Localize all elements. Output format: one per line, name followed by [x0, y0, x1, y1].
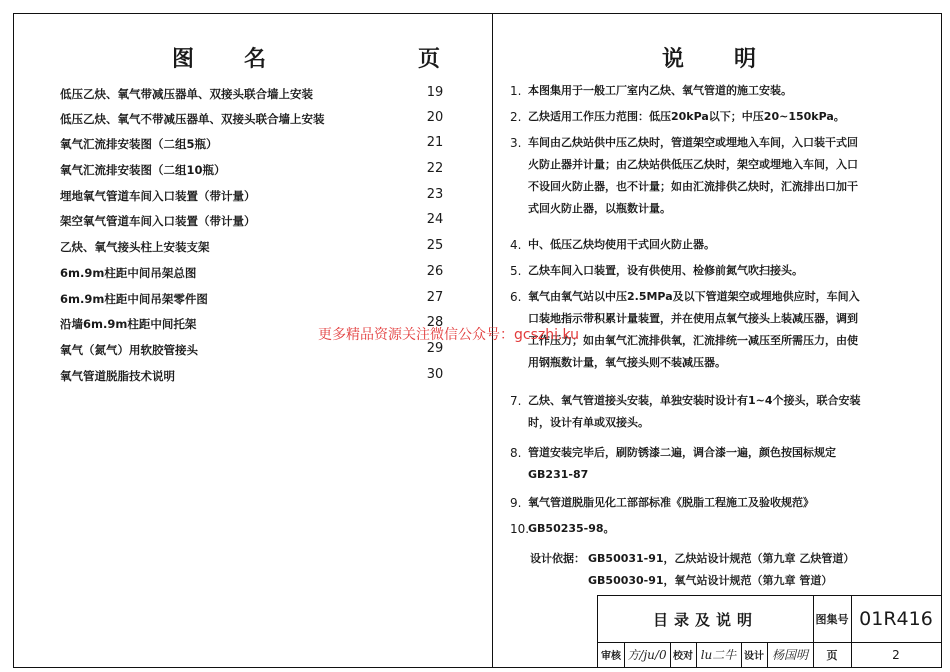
toc-row[interactable] [60, 291, 450, 311]
note-text: 乙炔适用工作压力范围：低压20kPa以下；中压20~150kPa。 [528, 110, 845, 123]
note-number: 5. [510, 264, 522, 278]
note-text: 中、低压乙炔均使用干式回火防止器。 [528, 238, 715, 251]
note-number: 8. [510, 446, 522, 460]
watermark-text: 更多精品资源关注微信公众号：gcszhi.ku [318, 327, 579, 343]
toc-title-text: 氧气管道脱脂技术说明 [60, 369, 175, 383]
note-number: 6. [510, 290, 522, 304]
review-signature: 方/ju/0 [627, 648, 667, 662]
toc-page: 30 [426, 367, 444, 382]
toc-row[interactable] [60, 136, 450, 156]
toc-title-text: 氧气汇流排安装图（二组10瓶） [60, 163, 226, 177]
note-text: 乙炔车间入口装置，设有供使用、检修前氮气吹扫接头。 [528, 264, 803, 277]
toc-title-text: 埋地氧气管道车间入口装置（带计量） [60, 189, 256, 203]
atlas-number: 01R416 [859, 608, 933, 630]
notes-title: 说 明 [662, 47, 759, 72]
toc-page: 21 [426, 135, 444, 150]
note-text: 氧气管道脱脂见化工部部标准《脱脂工程施工及验收规范》 [528, 496, 814, 509]
toc-row[interactable] [60, 188, 450, 208]
toc-row[interactable] [60, 368, 450, 388]
note-number: 3. [510, 136, 522, 150]
check-label: 校对 [673, 651, 693, 662]
design-basis-label: 设计依据： [530, 552, 585, 565]
toc-page: 22 [426, 161, 444, 176]
note-text: 氧气由氧气站以中压2.5MPa及以下管道架空或埋地供应时，车间入口装地指示带积累计量装置，并在使用点氧气接头上装减压器，调到工作压力；如由氧气汇流排供氧，汇流排统一减压至所需压力，由使用钢瓶数计量，氧气接头则不装减压器。 [528, 290, 860, 369]
note-text: 车间由乙炔站供中压乙炔时，管道架空或埋地入车间，入口装干式回火防止器并计量；由乙炔站供低压乙炔时，架空或埋地入车间，入口不设回火防止器，也不计量；如由汇流排供乙炔时，汇流排出口加干式回火防止器，以瓶数计量。 [528, 136, 858, 215]
note-number: 4. [510, 238, 522, 252]
toc-page: 25 [426, 238, 444, 253]
toc-title-text: 6m.9m柱距中间吊架总图 [60, 266, 197, 280]
toc-row[interactable] [60, 342, 450, 362]
toc-title-text: 乙炔、氧气接头柱上安装支架 [60, 240, 210, 254]
toc-title-text: 架空氧气管道车间入口装置（带计量） [60, 214, 256, 228]
toc-row[interactable] [60, 86, 450, 106]
note-number: 2. [510, 110, 522, 124]
review-label: 审核 [601, 651, 621, 662]
toc-row[interactable] [60, 162, 450, 182]
atlas-label: 图集号 [815, 613, 849, 626]
page-number: 2 [892, 647, 900, 662]
toc-row[interactable] [60, 265, 450, 285]
note-text: GB50235-98。 [528, 522, 615, 535]
toc-page: 28 [426, 315, 444, 330]
title-block-title: 目录及说明 [652, 610, 758, 629]
note-text: 管道安装完毕后，刷防锈漆二遍，调合漆一遍，颜色按国标规定GB231-87 [528, 446, 836, 481]
note-text: 本图集用于一般工厂室内乙炔、氧气管道的施工安装。 [528, 84, 792, 97]
note-number: 1. [510, 84, 522, 98]
design-signature: 杨国明 [771, 648, 808, 662]
design-basis-line1: GB50031-91，乙炔站设计规范（第九章 乙炔管道） [588, 552, 855, 565]
toc-row[interactable] [60, 213, 450, 233]
toc-row[interactable] [60, 239, 450, 259]
note-text: 乙炔、氧气管道接头安装，单独安装时设计有1~4个接头，联合安装时，设计有单或双接头。 [528, 394, 861, 429]
page-column-title: 页 [418, 47, 443, 72]
note-number: 7. [510, 394, 522, 408]
toc-page: 27 [426, 290, 444, 305]
toc-title-text: 6m.9m柱距中间吊架零件图 [60, 292, 208, 306]
toc-page: 20 [426, 110, 444, 125]
toc-title: 图 名 [172, 47, 269, 72]
toc-row[interactable] [60, 111, 450, 131]
toc-page: 23 [426, 187, 444, 202]
design-basis-line2: GB50030-91，氧气站设计规范（第九章 管道） [588, 574, 833, 587]
toc-title-text: 沿墙6m.9m柱距中间托架 [60, 317, 197, 331]
note-number: 10. [510, 522, 530, 536]
note-number: 9. [510, 496, 522, 510]
toc-title-text: 氧气汇流排安装图（二组5瓶） [60, 137, 218, 151]
toc-title-text: 低压乙炔、氧气不带减压器单、双接头联合墙上安装 [60, 112, 325, 126]
design-label: 设计 [744, 651, 764, 662]
page-label: 页 [826, 648, 838, 662]
toc-page: 19 [426, 85, 444, 100]
title-block [597, 595, 942, 668]
toc-page: 26 [426, 264, 444, 279]
toc-title-text: 氧气（氮气）用软胶管接头 [60, 343, 198, 357]
check-signature: lu二牛 [700, 648, 737, 662]
toc-page: 24 [426, 212, 444, 227]
toc-page: 29 [426, 341, 444, 356]
toc-title-text: 低压乙炔、氧气带减压器单、双接头联合墙上安装 [60, 87, 313, 101]
